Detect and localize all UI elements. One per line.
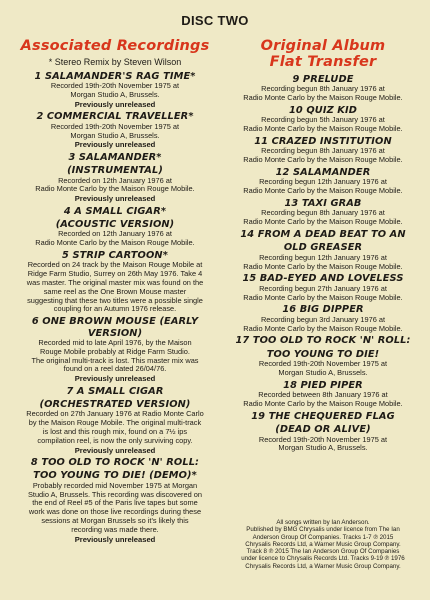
track-recording-note: Morgan Studio A, Brussels. (70, 90, 160, 100)
track-title: 6 ONE BROWN MOUSE (EARLY VERSION) (31, 316, 199, 339)
track-recording-note: Recorded on 12th January 1976 at (58, 229, 172, 239)
track-entry (12, 316, 218, 383)
track-title: 7 A SMALL CIGAR (66, 385, 164, 397)
track-entry (226, 167, 420, 196)
track-title: 10 QUIZ KID (289, 105, 357, 116)
track-recording-note: Probably recorded mid November 1975 at Morgan (32, 480, 198, 490)
track-recording-note: found on a reel dated 26/04/76. (63, 364, 167, 374)
track-recording-note: Recording begun 5th January 1976 at (261, 115, 385, 125)
track-title: 3 SALAMANDER* (68, 151, 162, 163)
track-recording-note: Recorded 19th-20th November 1975 at (50, 81, 180, 91)
track-entry (12, 71, 218, 109)
track-entry (12, 250, 218, 314)
track-recording-note: Recorded on 24 track by the Maison Rouge Mobile at (27, 260, 203, 270)
track-title-line2: (DEAD OR ALIVE) (275, 424, 371, 436)
associated-track-list (12, 71, 218, 544)
stereo-remix-note: * Stereo Remix by Steven Wilson (48, 57, 182, 67)
track-title: 2 COMMERCIAL TRAVELLER* (36, 111, 194, 123)
track-title-line2: (ORCHESTRATED VERSION) (39, 399, 191, 411)
flat-track-list (226, 74, 420, 453)
track-recording-note: Recording begun 8th January 1976 at (261, 84, 385, 94)
track-recording-note: Radio Monte Carlo by the Maison Rouge Mobile. (243, 155, 403, 165)
track-recording-note: Recorded between 8th January 1976 at (258, 390, 388, 400)
track-recording-note: coupling for an Autumn 1976 release. (53, 304, 177, 314)
track-recording-note: Recorded on 27th January 1976 at Radio Monte Carlo (26, 409, 204, 419)
previously-unreleased-label: Previously unreleased (74, 534, 156, 544)
track-recording-note: Recording begun 12th January 1976 at (259, 177, 387, 187)
track-entry (12, 457, 218, 544)
track-title-line2: (ACOUSTIC VERSION) (55, 219, 175, 231)
track-entry (226, 198, 420, 227)
track-recording-note: Ridge Farm Studio, Surrey on 26th May 1976. Take 4 (27, 269, 203, 279)
track-recording-note: Recorded 19th-20th November 1975 at (258, 359, 388, 369)
credit-line: Track 8 ℗ 2015 The Ian Anderson Group Of Companies (246, 548, 400, 556)
track-title-line2: TOO YOUNG TO DIE! (DEMO)* (33, 470, 197, 482)
track-entry (226, 335, 420, 377)
associated-recordings-column (12, 38, 218, 544)
track-entry (226, 74, 420, 103)
previously-unreleased-label: Previously unreleased (74, 445, 156, 455)
track-title: 18 PIED PIPER (283, 379, 363, 391)
credit-line: Chrysalis Records Ltd, a Warner Music Group Company. (245, 540, 401, 548)
track-title-line2: (INSTRUMENTAL) (67, 165, 163, 177)
track-recording-note: Radio Monte Carlo by the Maison Rouge Mobile. (35, 184, 195, 194)
previously-unreleased-label: Previously unreleased (74, 374, 156, 384)
track-entry (226, 411, 420, 453)
track-title: 1 SALAMANDER'S RAG TIME* (34, 71, 196, 82)
previously-unreleased-label: Previously unreleased (74, 194, 156, 204)
track-title-line2: TOO YOUNG TO DIE! (266, 348, 380, 360)
track-recording-note: Morgan Studio A, Brussels. (278, 368, 368, 378)
track-entry (226, 136, 420, 165)
track-recording-note: sessions at Morgan Brussels so it's likely this (41, 516, 189, 526)
track-recording-note: suggesting that these two titles were a possible single (27, 295, 203, 305)
flat-transfer-heading-line2: Flat Transfer (269, 54, 377, 70)
track-recording-note: Radio Monte Carlo by the Maison Rouge Mobile. (243, 261, 403, 271)
track-recording-note: Radio Monte Carlo by the Maison Rouge Mobile. (35, 238, 195, 248)
track-recording-note: Radio Monte Carlo by the Maison Rouge Mobile. (243, 186, 403, 196)
track-recording-note: the end of Reel #5 of the Paris live tapes but some (32, 498, 198, 508)
track-title: 11 CRAZED INSTITUTION (254, 136, 392, 147)
track-recording-note: same reel as the One Brown Mouse master (43, 286, 187, 296)
track-recording-note: Recorded mid to late April 1976, by the Maison (38, 338, 192, 348)
track-title: 4 A SMALL CIGAR* (63, 205, 167, 217)
track-recording-note: Rouge Mobile probably at Ridge Farm Studio. (40, 346, 190, 356)
track-title: 13 TAXI GRAB (284, 198, 362, 209)
track-recording-note: compilation reel, is now the only surviving copy. (37, 435, 193, 445)
track-title-line2: OLD GREASER (283, 242, 363, 254)
track-recording-note: Studio A, Brussels. This recording was discovered on (27, 489, 203, 499)
track-recording-note: Radio Monte Carlo by the Maison Rouge Mobile. (243, 217, 403, 227)
track-recording-note: was master. The original master mix was found on the (26, 278, 204, 288)
track-recording-note: Recording begun 8th January 1976 at (261, 208, 385, 218)
credit-line: Chrysalis Records Ltd, a Warner Music Group Company. (245, 562, 401, 570)
track-title: 15 BAD-EYED AND LOVELESS (242, 273, 404, 285)
track-title: 16 BIG DIPPER (282, 304, 364, 316)
track-recording-note: Morgan Studio A, Brussels. (278, 443, 368, 453)
track-title: 5 STRIP CARTOON* (62, 250, 168, 262)
track-entry (226, 229, 420, 271)
track-title: 19 THE CHEQUERED FLAG (251, 410, 395, 422)
track-recording-note: Recording begun 3rd January 1976 at (260, 314, 386, 324)
track-recording-note: Recording begun 12th January 1976 at (259, 252, 387, 262)
previously-unreleased-label: Previously unreleased (74, 140, 156, 150)
track-entry (226, 105, 420, 134)
track-recording-note: is lost and this rough mix, found on a 7½ ips (42, 427, 188, 437)
flat-transfer-column (226, 38, 420, 453)
track-recording-note: Recorded on 12th January 1976 at (58, 175, 172, 185)
credit-line: Published by BMG Chrysalis under licence from The Ian (246, 526, 400, 534)
credit-line: All songs written by Ian Anderson. (276, 519, 370, 526)
track-recording-note: Radio Monte Carlo by the Maison Rouge Mobile. (243, 292, 403, 302)
track-entry (12, 111, 218, 149)
track-recording-note: Radio Monte Carlo by the Maison Rouge Mobile. (243, 399, 403, 409)
previously-unreleased-label: Previously unreleased (74, 100, 156, 109)
credits-block (232, 519, 414, 570)
track-title: 9 PRELUDE (292, 74, 354, 85)
track-title: 12 SALAMANDER (275, 167, 371, 178)
credit-line: under licence to Chrysalis Records Ltd. Tracks 9-19 ℗ 1976 (241, 555, 405, 563)
track-entry (226, 380, 420, 409)
track-entry (226, 273, 420, 302)
associated-recordings-heading: Associated Recordings (20, 38, 210, 54)
track-recording-note: by the Maison Rouge Mobile. The original multi-track (28, 418, 202, 428)
track-recording-note: work was done on those live recordings during these (28, 507, 202, 517)
credit-line: Anderson Group Of Companies. Tracks 1-7 ℗ 2015 (252, 533, 394, 541)
track-title: 17 TOO OLD TO ROCK 'N' ROLL: (235, 335, 411, 347)
track-entry (226, 304, 420, 333)
track-recording-note: The original multi-track is lost. This master mix was (31, 355, 199, 365)
track-recording-note: Recording begun 8th January 1976 at (261, 146, 385, 156)
track-recording-note: recording was made there. (71, 524, 159, 534)
track-recording-note: Morgan Studio A, Brussels. (70, 130, 160, 140)
track-recording-note: Recorded 19th-20th November 1975 at (50, 121, 180, 131)
track-entry (12, 386, 218, 455)
track-recording-note: Radio Monte Carlo by the Maison Rouge Mobile. (243, 124, 403, 134)
track-recording-note: Radio Monte Carlo by the Maison Rouge Mobile. (243, 93, 403, 103)
track-entry (12, 206, 218, 248)
track-title: 14 FROM A DEAD BEAT TO AN (240, 229, 406, 240)
track-recording-note: Radio Monte Carlo by the Maison Rouge Mobile. (243, 323, 403, 333)
disc-title: DISC TWO (181, 13, 249, 28)
track-recording-note: Recorded 19th-20th November 1975 at (258, 434, 388, 444)
track-recording-note: Recording begun 27th January 1976 at (259, 283, 387, 293)
track-entry (12, 152, 218, 204)
track-title: 8 TOO OLD TO ROCK 'N' ROLL: (30, 457, 200, 469)
flat-transfer-heading: Original Album (260, 38, 386, 54)
